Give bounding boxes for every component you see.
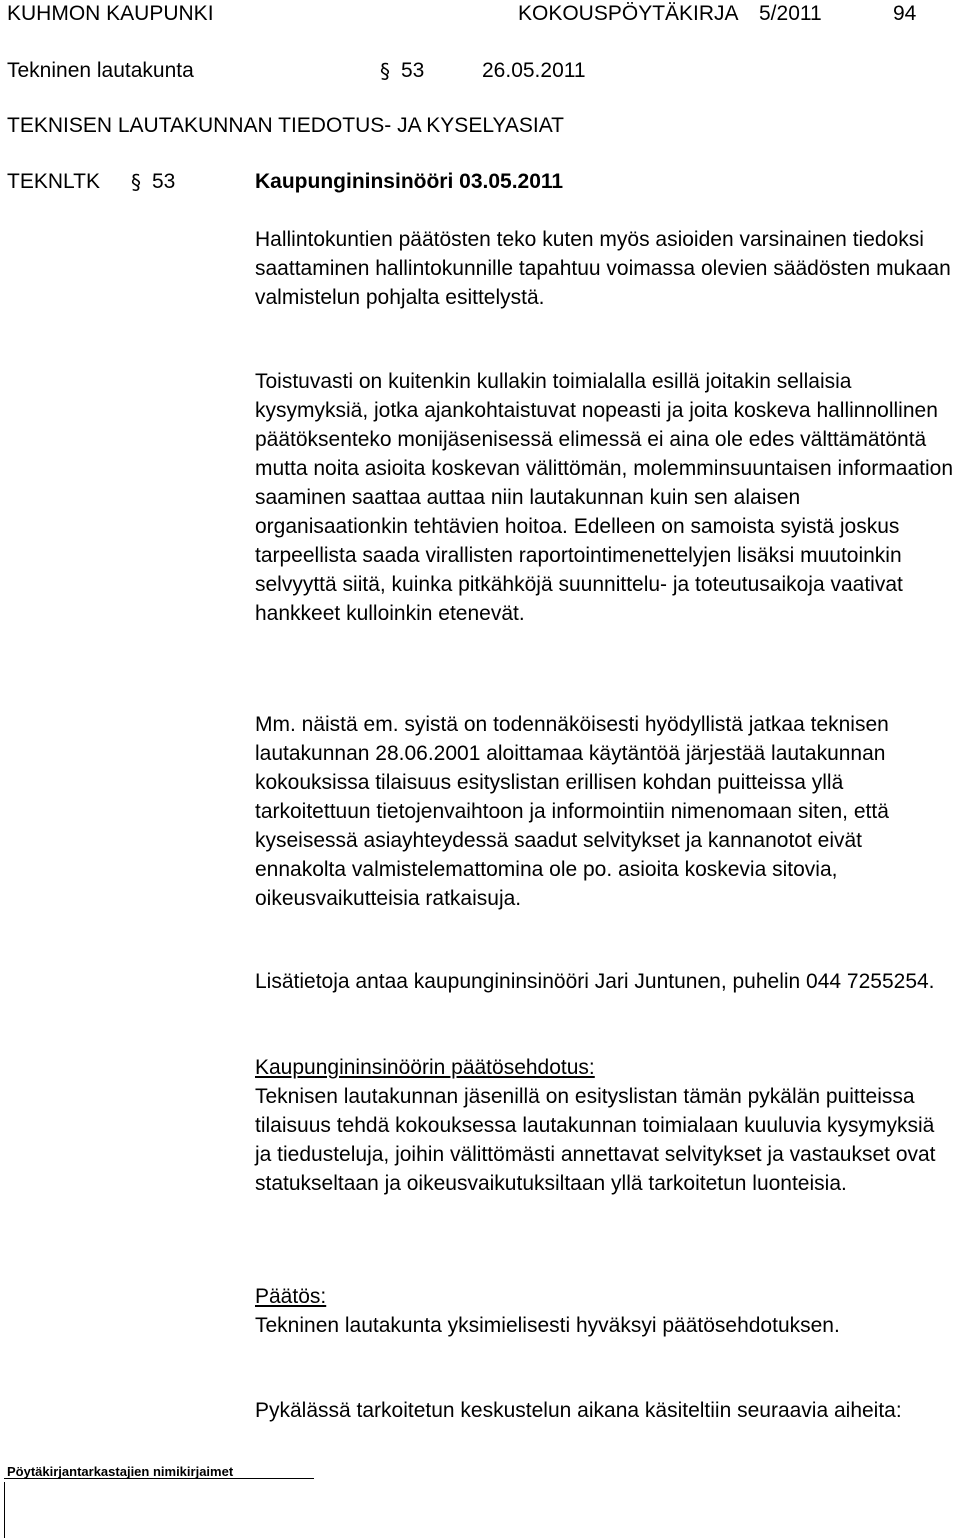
preparer: Kaupungininsinööri 03.05.2011 <box>255 170 564 193</box>
proposal-text: Teknisen lautakunnan jäsenillä on esityslistan tämän pykälän puitteissa tilaisuus tehdä kokouksessa lautakunnan toimialaan kuuluvia kysymyksiä ja tiedusteluja, joihin välittömästi annettavat selvitykset ja vastaukset ovat statukseltaan ja oikeusvaikutuksiltaan yllä tarkoitetun luonteisia. <box>255 1085 936 1195</box>
section-symbol: § <box>380 59 390 83</box>
doc-type: KOKOUSPÖYTÄKIRJA <box>518 2 739 25</box>
paragraph-contact: Lisätietoja antaa kaupungininsinööri Jari Juntunen, puhelin 044 7255254. <box>255 970 935 993</box>
doc-number: 5/2011 <box>759 2 822 25</box>
proposal-heading: Kaupungininsinöörin päätösehdotus: <box>255 1056 595 1079</box>
item-title: TEKNISEN LAUTAKUNNAN TIEDOTUS- JA KYSELYASIAT <box>7 114 565 137</box>
closing-text: Pykälässä tarkoitetun keskustelun aikana käsiteltiin seuraavia aiheita: <box>255 1399 902 1422</box>
paragraph-practice: Mm. näistä em. syistä on todennäköisesti hyödyllistä jatkaa teknisen lautakunnan 28.06.2001 aloittamaa käytäntöä järjestää lautakunnan kokouksissa tilaisuus esityslistan erillisen kohdan puitteissa yllä tarkoitettuun tietojenvaihtoon ja informointiin nimenomaan siten, että kyseisessä asiayhteydessä saadut selvitykset ja kannanotot eivät ennakolta valmistelemattomina ole po. asioita koskevia sitovia, oikeusvaikutteisia ratkaisuja. <box>255 713 889 910</box>
item-section-symbol: § <box>131 170 141 194</box>
signatures-label: Pöytäkirjantarkastajien nimikirjaimet <box>7 1464 234 1479</box>
signatures-box-edge <box>4 1482 5 1538</box>
section-number: 53 <box>401 59 425 82</box>
meeting-date: 26.05.2011 <box>482 59 586 82</box>
decision-heading: Päätös: <box>255 1285 327 1308</box>
page-number: 94 <box>893 2 917 25</box>
item-code: TEKNLTK <box>7 170 100 193</box>
org-name: KUHMON KAUPUNKI <box>7 2 214 25</box>
paragraph-intro: Hallintokuntien päätösten teko kuten myös asioiden varsinainen tiedoksi saattaminen hallintokunnille tapahtuu voimassa olevien säädösten mukaan valmistelun pohjalta esittelystä. <box>255 228 951 309</box>
signatures-divider <box>4 1478 314 1479</box>
paragraph-background: Toistuvasti on kuitenkin kullakin toimialalla esillä joitakin sellaisia kysymyksiä, jotka ajankohtaistuvat nopeasti ja joita koskeva hallinnollinen päätöksenteko monijäsenisessä elimessä ei aina ole edes välttämätöntä mutta noita asioita koskevan välittömän, molemminsuuntaisen informaation saaminen saattaa auttaa niin lautakunnan kuin sen alaisen organisaationkin tehtävien hoitoa. Edelleen on samoista syistä joskus tarpeellista saada virallisten raportointimenettelyjen lisäksi muutoinkin selvyyttä siitä, kuinka pitkähköjä suunnittelu- ja toteutusaikoja vaativat hankkeet kulloinkin etenevät. <box>255 370 954 625</box>
committee-name: Tekninen lautakunta <box>7 59 194 82</box>
decision-text: Tekninen lautakunta yksimielisesti hyväksyi päätösehdotuksen. <box>255 1314 840 1337</box>
item-section-number: 53 <box>152 170 176 193</box>
